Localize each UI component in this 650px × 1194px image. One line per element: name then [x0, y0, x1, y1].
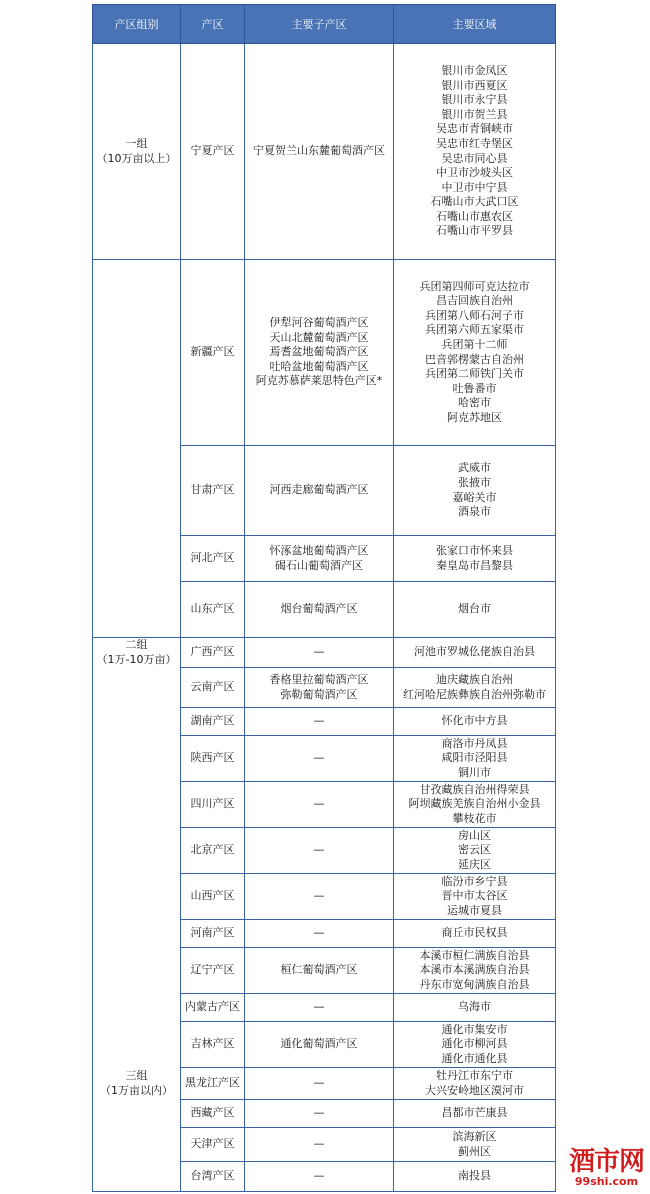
area-line: 银川市贺兰县 [441, 107, 508, 121]
subregion-line: — [313, 843, 325, 857]
area-cell [394, 1022, 556, 1068]
area-line: 滨海新区 [452, 1130, 497, 1144]
region-cell: 西藏产区 [181, 1100, 245, 1128]
group-cell [93, 44, 181, 260]
subregion-cell [245, 948, 394, 994]
area-line: 嘉峪关市 [452, 490, 497, 504]
table-row [93, 44, 556, 260]
region-cell: 辽宁产区 [181, 948, 245, 994]
region-cell: 云南产区 [181, 668, 245, 708]
area-line: 石嘴山市惠农区 [436, 209, 513, 223]
subregion-line: — [313, 1169, 325, 1183]
subregion-line: 伊犁河谷葡萄酒产区 [269, 316, 369, 330]
subregion-line: — [313, 1137, 325, 1151]
group-cell [93, 260, 181, 446]
subregion-line: 桓仁葡萄酒产区 [280, 963, 358, 977]
region-cell: 新疆产区 [181, 260, 245, 446]
subregion-line: — [313, 751, 325, 765]
subregion-cell [245, 708, 394, 736]
subregion-line: 阿克苏慕萨莱思特色产区* [255, 374, 383, 388]
site-watermark-logo [569, 1148, 644, 1188]
table-row [93, 920, 556, 948]
table-row [93, 638, 556, 668]
area-line: 怀化市中方县 [441, 714, 508, 728]
subregion-line: 焉耆盆地葡萄酒产区 [269, 345, 369, 359]
area-cell [394, 1100, 556, 1128]
region-cell: 河南产区 [181, 920, 245, 948]
header-group: 产区组别 [93, 5, 181, 44]
area-line: 房山区 [458, 828, 491, 842]
subregion-cell [245, 536, 394, 582]
area-cell [394, 994, 556, 1022]
group-cell [93, 948, 181, 994]
area-line: 银川市金凤区 [441, 63, 508, 77]
area-line: 乌海市 [458, 1000, 491, 1014]
subregion-cell [245, 1022, 394, 1068]
subregion-line: 怀涿盆地葡萄酒产区 [269, 543, 369, 557]
area-line: 延庆区 [458, 857, 491, 871]
area-line: 通化市柳河县 [441, 1037, 508, 1051]
area-line: 兵团第八师石河子市 [425, 308, 524, 322]
area-line: 甘孜藏族自治州得荣县 [419, 782, 530, 796]
area-line: 吐鲁番市 [452, 381, 497, 395]
table-row [93, 1128, 556, 1162]
area-cell [394, 446, 556, 536]
area-cell [394, 708, 556, 736]
area-cell [394, 638, 556, 668]
area-line: 吴忠市红寺堡区 [436, 136, 513, 150]
area-line: 哈密市 [458, 396, 491, 410]
subregion-line: — [313, 645, 325, 659]
area-line: 河池市罗城仫佬族自治县 [414, 645, 535, 659]
subregion-cell [245, 638, 394, 668]
group-cell [93, 638, 181, 668]
area-line: 兵团第十二师 [441, 337, 508, 351]
area-line: 张家口市怀来县 [436, 543, 513, 557]
group-cell [93, 782, 181, 828]
table-body [93, 44, 556, 1192]
subregion-cell [245, 782, 394, 828]
area-line: 蓟州区 [458, 1144, 491, 1158]
area-cell [394, 920, 556, 948]
group-cell [93, 446, 181, 536]
area-line: 张掖市 [458, 475, 491, 489]
area-cell [394, 1128, 556, 1162]
area-line: 通化市通化县 [441, 1051, 508, 1065]
wine-region-table [92, 4, 556, 1192]
subregion-line: 烟台葡萄酒产区 [280, 602, 358, 616]
area-cell [394, 536, 556, 582]
subregion-cell [245, 446, 394, 536]
group-cell [93, 668, 181, 708]
area-line: 密云区 [458, 843, 491, 857]
area-line: 南投县 [458, 1169, 491, 1183]
subregion-line: 香格里拉葡萄酒产区 [269, 673, 369, 687]
area-cell [394, 948, 556, 994]
area-line: 昌都市芒康县 [441, 1106, 508, 1120]
table-row [93, 828, 556, 874]
subregion-cell [245, 582, 394, 638]
subregion-cell [245, 1128, 394, 1162]
group-range: （1万亩以内） [100, 1083, 173, 1097]
table-row [93, 668, 556, 708]
subregion-cell [245, 1068, 394, 1100]
table-row [93, 1100, 556, 1128]
region-cell: 甘肃产区 [181, 446, 245, 536]
area-line: 铜川市 [458, 765, 491, 779]
subregion-line: — [313, 714, 325, 728]
table-row [93, 736, 556, 782]
subregion-line: — [313, 1076, 325, 1090]
table-row [93, 994, 556, 1022]
region-cell: 陕西产区 [181, 736, 245, 782]
area-cell [394, 44, 556, 260]
region-cell: 台湾产区 [181, 1162, 245, 1192]
area-cell [394, 828, 556, 874]
group-range: （1万-10万亩） [96, 652, 177, 666]
region-cell: 湖南产区 [181, 708, 245, 736]
group-cell [93, 536, 181, 582]
area-cell [394, 874, 556, 920]
group-cell [93, 828, 181, 874]
area-line: 晋中市太谷区 [441, 889, 508, 903]
subregion-cell [245, 668, 394, 708]
area-line: 运城市夏县 [447, 903, 502, 917]
region-cell: 宁夏产区 [181, 44, 245, 260]
region-cell: 山东产区 [181, 582, 245, 638]
header-region: 产区 [181, 5, 245, 44]
area-cell [394, 1162, 556, 1192]
region-cell: 吉林产区 [181, 1022, 245, 1068]
subregion-cell [245, 736, 394, 782]
area-line: 兵团第二师铁门关市 [425, 367, 524, 381]
subregion-line: 吐哈盆地葡萄酒产区 [269, 359, 369, 373]
group-cell [93, 1068, 181, 1100]
subregion-line: 碣石山葡萄酒产区 [275, 558, 363, 572]
group-name: 一组 [125, 136, 148, 150]
watermark-main: 酒市网 [568, 1147, 644, 1177]
subregion-line: — [313, 1106, 325, 1120]
subregion-line: 天山北麓葡萄酒产区 [269, 330, 369, 344]
area-line: 中卫市沙坡头区 [436, 166, 513, 180]
area-line: 临汾市乡宁县 [441, 874, 508, 888]
area-line: 咸阳市泾阳县 [441, 751, 508, 765]
area-line: 烟台市 [458, 602, 491, 616]
area-cell [394, 582, 556, 638]
region-cell: 北京产区 [181, 828, 245, 874]
area-line: 酒泉市 [458, 505, 491, 519]
area-line: 兵团第六师五家渠市 [425, 323, 524, 337]
area-line: 银川市永宁县 [441, 93, 508, 107]
group-cell [93, 920, 181, 948]
area-cell [394, 668, 556, 708]
table-row [93, 582, 556, 638]
header-area: 主要区域 [394, 5, 556, 44]
subregion-line: — [313, 797, 325, 811]
group-cell [93, 1162, 181, 1192]
area-line: 红河哈尼族彝族自治州弥勒市 [403, 687, 546, 701]
subregion-line: 河西走廊葡萄酒产区 [269, 483, 369, 497]
table-row [93, 536, 556, 582]
area-line: 迪庆藏族自治州 [436, 673, 513, 687]
area-line: 中卫市中宁县 [441, 180, 508, 194]
subregion-line: 宁夏贺兰山东麓葡萄酒产区 [253, 144, 385, 158]
region-cell: 天津产区 [181, 1128, 245, 1162]
table-row [93, 1068, 556, 1100]
area-line: 吴忠市同心县 [441, 151, 508, 165]
area-line: 巴音郭楞蒙古自治州 [425, 352, 524, 366]
table-row [93, 1022, 556, 1068]
area-line: 武威市 [458, 461, 491, 475]
group-name: 二组 [125, 638, 148, 651]
subregion-cell [245, 828, 394, 874]
area-line: 石嘴山市平罗县 [436, 224, 513, 238]
group-cell [93, 1022, 181, 1068]
subregion-cell [245, 1100, 394, 1128]
subregion-line: — [313, 926, 325, 940]
area-line: 攀枝花市 [452, 811, 497, 825]
header-subregion: 主要子产区 [245, 5, 394, 44]
subregion-cell [245, 920, 394, 948]
area-line: 丹东市宽甸满族自治县 [419, 977, 530, 991]
area-line: 阿克苏地区 [447, 410, 502, 424]
subregion-cell [245, 44, 394, 260]
subregion-line: 弥勒葡萄酒产区 [280, 687, 358, 701]
area-line: 兵团第四师可克达拉市 [419, 279, 530, 293]
region-cell: 河北产区 [181, 536, 245, 582]
table-row [93, 1162, 556, 1192]
area-line: 吴忠市青铜峡市 [436, 122, 513, 136]
area-line: 阿坝藏族羌族自治州小金县 [408, 797, 541, 811]
table-header-row [93, 5, 556, 44]
group-cell [93, 708, 181, 736]
group-cell [93, 874, 181, 920]
subregion-line: 通化葡萄酒产区 [280, 1037, 358, 1051]
area-line: 昌吉回族自治州 [436, 294, 513, 308]
group-cell [93, 582, 181, 638]
table-row [93, 874, 556, 920]
group-cell [93, 1100, 181, 1128]
region-cell: 山西产区 [181, 874, 245, 920]
subregion-cell [245, 1162, 394, 1192]
subregion-cell [245, 994, 394, 1022]
area-line: 本溪市本溪满族自治县 [419, 963, 530, 977]
region-cell: 黑龙江产区 [181, 1068, 245, 1100]
area-line: 银川市西夏区 [441, 78, 508, 92]
area-cell [394, 260, 556, 446]
subregion-cell [245, 260, 394, 446]
area-cell [394, 1068, 556, 1100]
group-cell [93, 1128, 181, 1162]
subregion-line: — [313, 1000, 325, 1014]
region-cell: 内蒙古产区 [181, 994, 245, 1022]
area-cell [394, 736, 556, 782]
area-line: 商丘市民权县 [441, 926, 508, 940]
region-cell: 四川产区 [181, 782, 245, 828]
area-line: 本溪市桓仁满族自治县 [419, 948, 530, 962]
area-cell [394, 782, 556, 828]
area-line: 通化市集安市 [441, 1022, 508, 1036]
area-line: 大兴安岭地区漠河市 [425, 1083, 524, 1097]
area-line: 石嘴山市大武口区 [430, 195, 519, 209]
area-line: 牡丹江市东宁市 [436, 1069, 513, 1083]
group-name: 三组 [125, 1069, 148, 1083]
group-cell [93, 736, 181, 782]
subregion-cell [245, 874, 394, 920]
table-row [93, 782, 556, 828]
area-line: 商洛市丹凤县 [441, 736, 508, 750]
table-row [93, 446, 556, 536]
table-row [93, 260, 556, 446]
subregion-line: — [313, 889, 325, 903]
area-line: 秦皇岛市昌黎县 [436, 558, 513, 572]
table-row [93, 948, 556, 994]
table-row [93, 708, 556, 736]
group-range: （10万亩以上） [96, 151, 177, 165]
region-cell: 广西产区 [181, 638, 245, 668]
watermark-sub: 99shi.com [574, 1175, 639, 1188]
group-cell [93, 994, 181, 1022]
